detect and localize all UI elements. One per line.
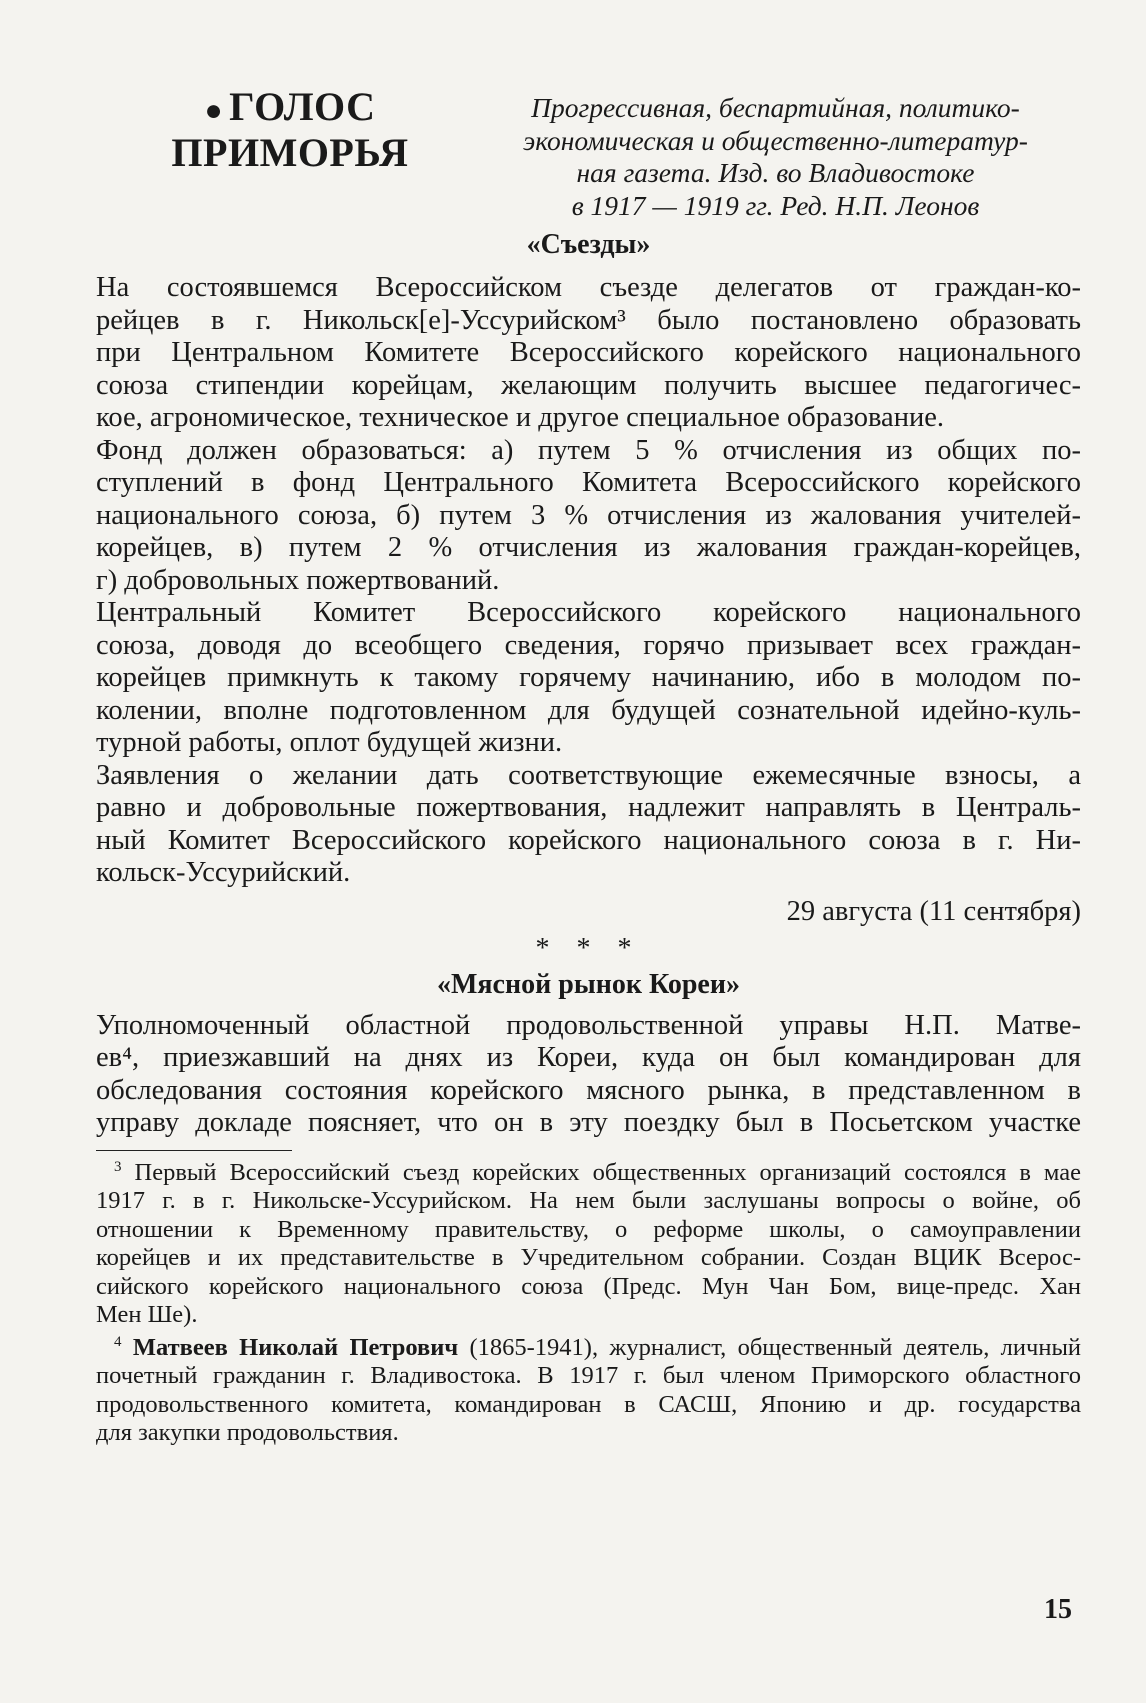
paragraph: Заявления о желании дать соответствующие ежемесячные взносы, а равно и добровольные пожертвования, надлежит направлять в Централь- ный Комитет Всероссийского корейского национального союза в г. Ни- кольск-Уссурийский. <box>96 759 1081 888</box>
footnote-4: $^4$ Матвеев Николай Петрович (1865-1941), журналист, общественный деятель, личный почетный гражданин г. Владивостока. В 1917 г. был членом Приморского областного продовольственного комитета, командирован в САСШ, Японию и др. государства для закупки продовольствия. <box>96 1333 1082 1446</box>
bullet-icon: ● <box>204 93 224 127</box>
paragraph: Уполномоченный областной продовольственной управы Н.П. Матве- ев⁴, приезжавший на днях из Кореи, куда он был командирован для обследования состояния корейского мясного рынка, в представленном в управу докладе поясняет, что он в эту поездку был в Посьетском участке <box>96 1009 1081 1138</box>
footnote-3: $^3$ Первый Всероссийский съезд корейских общественных организаций состоялся в мае 1917 г. в г. Никольске-Уссурийском. На нем были заслушаны вопросы о войне, об отношении к Временному правительству, о реформе школы, о самоуправлении корейцев и их представительстве в Учредительном собрании. Создан ВЦИК Всерос- сийского корейского национального союза (Предс. Мун Чан Бом, вице-предс. Хан Мен Ше). <box>96 1158 1082 1328</box>
paragraph: На состоявшемся Всероссийском съезде делегатов от граждан-ко- рейцев в г. Никольск[е]-Уссурийском³ было постановлено образовать при Центральном Комитете Всероссийского корейского национального союза стипендии корейцам, желающим получить высшее педагогичес- кое, агрономическое, техническое и другое специальное образование. <box>96 272 1081 433</box>
newspaper-header <box>96 78 1081 228</box>
article-body-meat-market <box>96 1010 1081 1140</box>
section-separator: * * * <box>535 932 642 964</box>
newspaper-name: ● ГОЛОС ПРИМОРЬЯ <box>171 84 409 175</box>
article-body-congresses <box>96 272 1081 890</box>
article-title-meat-market: «Мясной рынок Кореи» <box>436 968 740 1000</box>
paragraph: Фонд должен образоваться: а) путем 5 % отчисления из общих по- ступлений в фонд Центрального Комитета Всероссийского корейского национального союза, б) путем 3 % отчисления из жалования учителей- корейцев, в) путем 2 % отчисления из жалования граждан-корейцев, г) добровольных пожертвований. <box>96 434 1081 596</box>
article-title-congresses: «Съезды» <box>526 229 651 260</box>
paragraph: Центральный Комитет Всероссийского корейского национального союза, доводя до всеобщего сведения, горячо призывает всех граждан- корейцев примкнуть к такому горячему начинанию, ибо в молодом по- колении, вполне подготовленном для будущей сознательной идейно-куль- турной работы, оплот будущей жизни. <box>96 597 1081 758</box>
page-number: 15 <box>1044 1594 1072 1625</box>
article-date: 29 августа (11 сентября) <box>786 895 1081 927</box>
newspaper-description: Прогрессивная, беспартийная, политико- экономическая и общественно-литератур- ная газета. Изд. во Владивостоке в 1917 — 1919 гг. Ред. Н.П. Леонов <box>523 92 1028 221</box>
page <box>96 78 1081 1448</box>
footnotes <box>96 1159 1081 1448</box>
footnote-divider <box>96 1150 292 1151</box>
